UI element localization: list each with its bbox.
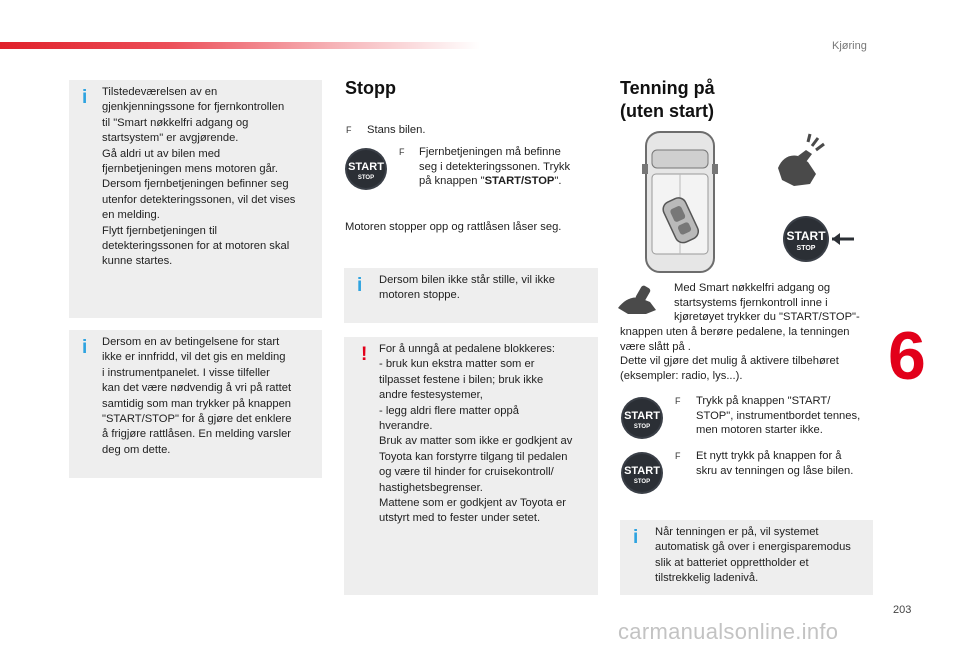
bullet-icon: F [346, 125, 352, 135]
start-stop-button-icon [620, 396, 664, 440]
car-top-view-icon [640, 128, 720, 276]
watermark: carmanualsonline.info [618, 619, 839, 644]
hand-key-icon [616, 282, 662, 316]
info-text: Når tenningen er på, vil systemet automatisk gå over i energisparemodus slik at batteriet opprettholder et tilstrekkelig ladenivå. [655, 526, 851, 585]
warning-box-pedals [344, 337, 598, 595]
start-stop-button-icon [620, 451, 664, 495]
start-stop-button-arrow-icon [782, 214, 856, 264]
info-icon: i [82, 337, 88, 358]
svg-text:STOP: STOP [633, 479, 651, 485]
info-text: Dersom en av betingelsene for start ikke er innfridd, vil det gis en melding i instrumentpanelet. I visse tilfeller kan det være nødvendig å vri på rattet samtidig som man trykker på knappen "START/STOP" for å gjøre det enklere å frigjøre rattlåsen. En melding varsler deg om dette. [102, 336, 292, 456]
ignition-step-1: Trykk på knappen "START/ STOP", instrumentbordet tennes, men motoren starter ikke. [696, 395, 861, 437]
bullet-icon: F [675, 396, 681, 406]
stop-step-2: Fjernbetjeningen må befinne seg i detekteringssonen. Trykk på knappen "START/STOP". [419, 146, 571, 188]
stop-result: Motoren stopper opp og rattlåsen låser seg. [345, 221, 562, 233]
info-icon: i [633, 527, 639, 548]
bullet-icon: F [399, 147, 405, 157]
bullet-icon: F [675, 451, 681, 461]
warning-icon: ! [361, 344, 368, 365]
info-text: Dersom bilen ikke står stille, vil ikke motoren stoppe. [379, 274, 555, 302]
ignition-para: knappen uten å berøre pedalene, la tenningen være slått på . Dette vil gjøre det mulig å aktivere tilbehøret (eksempler: radio, lys...). [620, 326, 850, 382]
chapter-number: 6 [888, 318, 926, 394]
svg-text:START: START [624, 410, 660, 422]
stop-title: Stopp [345, 78, 396, 98]
ignition-title-line1: Tenning på [620, 78, 715, 98]
info-text: Tilstedeværelsen av en gjenkjenningssone for fjernkontrollen til "Smart nøkkelfri adgang og startsystem" er avgjørende. Gå aldri ut av bilen med fjernbetjeningen mens motoren går. Dersom fjernbetjeningen befinner seg utenfor detekteringssonen, vil det vises en melding. Flytt fjernbetjeningen til detekteringssonen for at motoren skal kunne startes. [102, 86, 296, 268]
info-box-energy-saving [620, 520, 873, 595]
svg-text:STOP: STOP [796, 245, 816, 252]
svg-text:STOP: STOP [633, 424, 651, 430]
info-icon: i [357, 275, 363, 296]
hand-press-icon [772, 128, 828, 190]
stop-step-1: Stans bilen. [367, 124, 426, 136]
info-box-not-stationary [344, 268, 598, 323]
info-icon: i [82, 87, 88, 108]
ignition-title-line2: (uten start) [620, 101, 714, 121]
section-title: Kjøring [832, 40, 867, 52]
warning-text: For å unngå at pedalene blokkeres: - bruk kun ekstra matter som er tilpasset festene i bilen; bruk ikke andre festesystemer, - legg aldri flere matter oppå hverandre. Bruk av matter som ikke er godkjent av Toyota kan forstyrre tilgang til pedalen og være til hinder for cruisekontroll/ hastighetsbegrenser. Mattene som er godkjent av Toyota er utstyrt med to fester under setet. [379, 343, 573, 525]
svg-text:START: START [624, 465, 660, 477]
header-accent-bar [0, 42, 480, 49]
info-box-start-conditions [69, 330, 322, 478]
svg-text:START: START [786, 229, 826, 243]
page-number: 203 [893, 604, 912, 616]
ignition-para-indented: Med Smart nøkkelfri adgang og startsystems fjernkontroll inne i kjøretøyet trykker du "START/STOP"- [674, 282, 860, 324]
svg-text:STOP: STOP [357, 175, 375, 181]
start-stop-button-icon [344, 147, 388, 191]
ignition-step-2: Et nytt trykk på knappen for å skru av tenningen og låse bilen. [696, 450, 854, 477]
svg-text:START: START [348, 161, 384, 173]
info-box-detection-zone [69, 80, 322, 318]
